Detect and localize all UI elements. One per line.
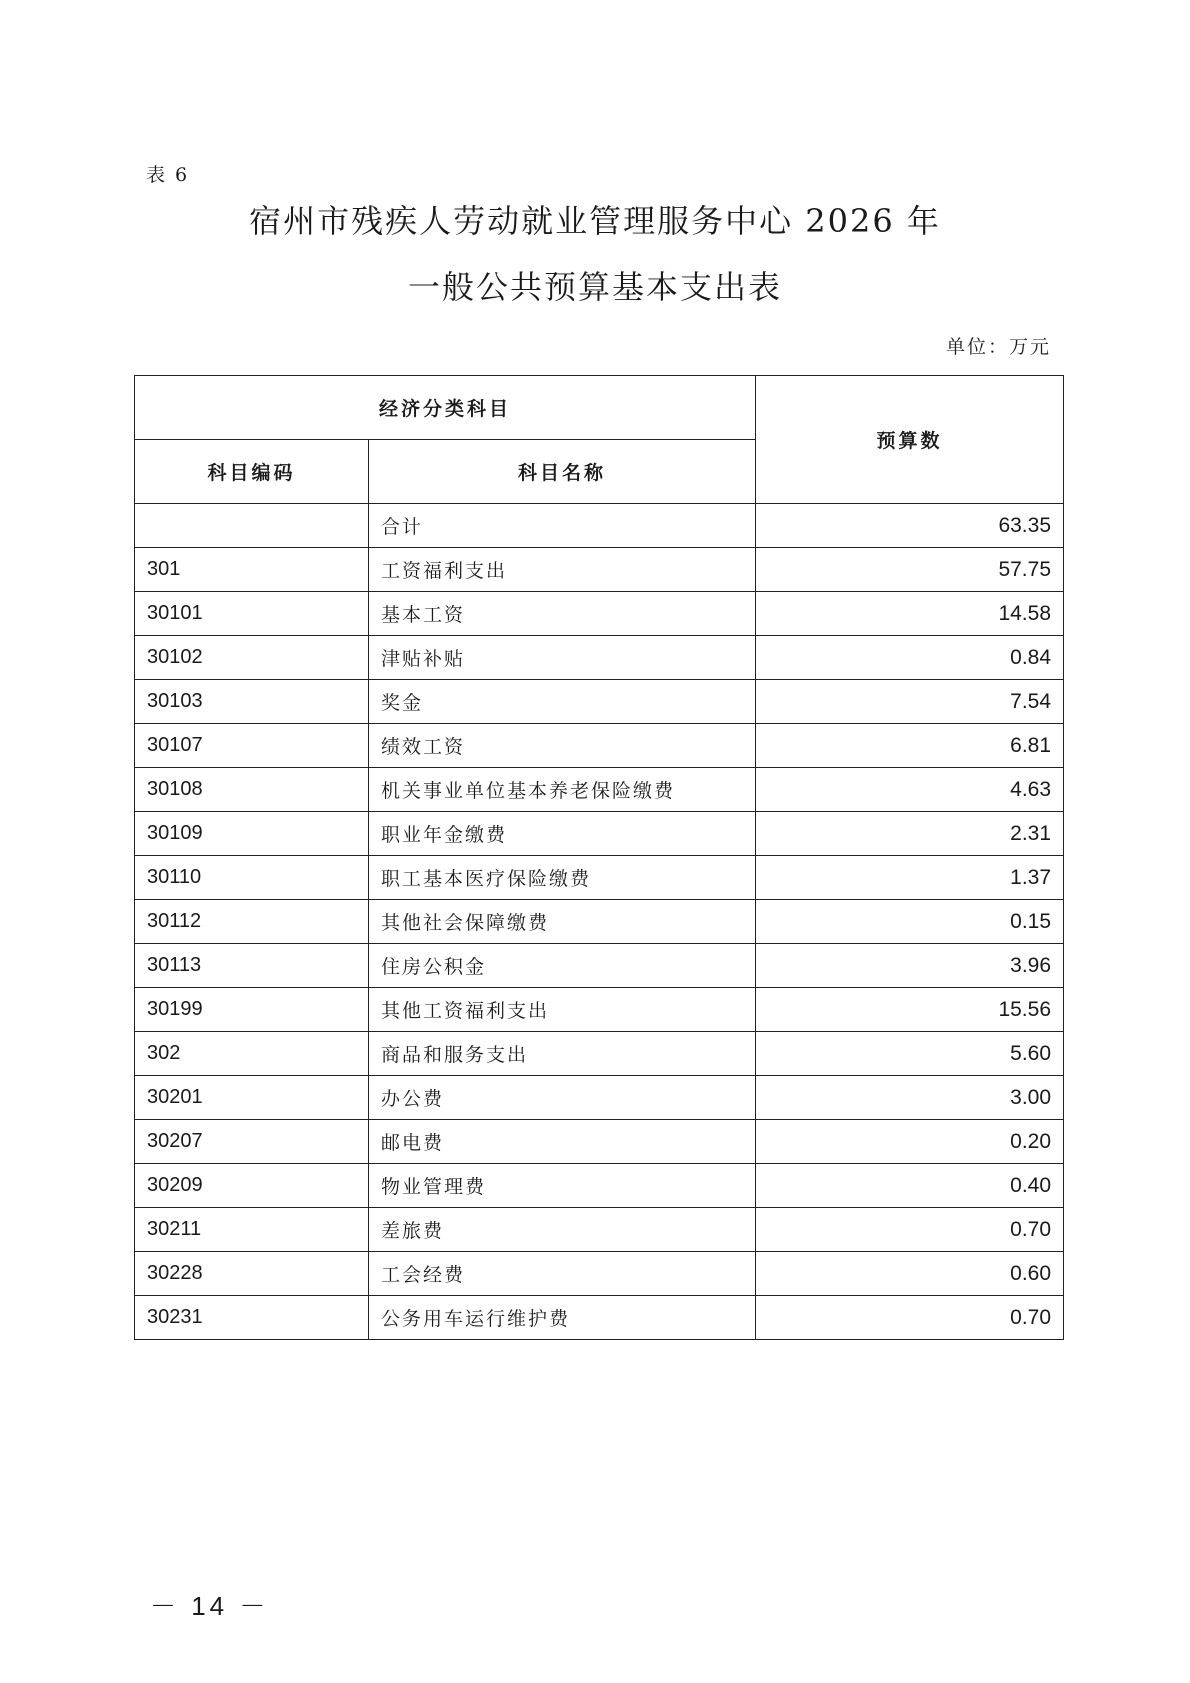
table-row (135, 592, 1064, 636)
table-row (135, 1296, 1064, 1340)
item-code-cell: 30211 (135, 1208, 369, 1252)
budget-amount-cell: 0.70 (756, 1296, 1064, 1340)
table-row (135, 1076, 1064, 1120)
header-economic-category: 经济分类科目 (135, 376, 756, 440)
item-code-cell: 30102 (135, 636, 369, 680)
budget-amount-cell: 3.00 (756, 1076, 1064, 1120)
budget-amount-cell: 1.37 (756, 856, 1064, 900)
budget-amount-cell: 0.15 (756, 900, 1064, 944)
table-body (135, 504, 1064, 1340)
item-code-cell: 30103 (135, 680, 369, 724)
item-name-cell: 工资福利支出 (369, 548, 756, 592)
table-row (135, 768, 1064, 812)
item-code-cell: 30107 (135, 724, 369, 768)
item-code-cell: 301 (135, 548, 369, 592)
budget-amount-cell: 14.58 (756, 592, 1064, 636)
budget-amount-cell: 4.63 (756, 768, 1064, 812)
item-name-cell: 邮电费 (369, 1120, 756, 1164)
item-code-cell: 30231 (135, 1296, 369, 1340)
item-code-cell: 30110 (135, 856, 369, 900)
budget-amount-cell: 15.56 (756, 988, 1064, 1032)
budget-amount-cell: 6.81 (756, 724, 1064, 768)
header-item-name: 科目名称 (369, 440, 756, 504)
table-label: 表 6 (146, 164, 190, 186)
item-name-cell: 公务用车运行维护费 (369, 1296, 756, 1340)
page-number: － 14 － (150, 1591, 270, 1621)
table-row (135, 680, 1064, 724)
header-budget-amount: 预算数 (756, 376, 1064, 504)
item-code-cell: 30108 (135, 768, 369, 812)
item-code-cell: 30207 (135, 1120, 369, 1164)
table-row (135, 1120, 1064, 1164)
table-row (135, 812, 1064, 856)
item-name-cell: 工会经费 (369, 1252, 756, 1296)
item-code-cell: 30209 (135, 1164, 369, 1208)
table-row (135, 1032, 1064, 1076)
unit-label: 单位：万元 (945, 336, 1051, 358)
table-row (135, 988, 1064, 1032)
item-name-cell: 物业管理费 (369, 1164, 756, 1208)
item-name-cell: 基本工资 (369, 592, 756, 636)
budget-amount-cell: 0.84 (756, 636, 1064, 680)
item-code-cell: 30101 (135, 592, 369, 636)
budget-amount-cell: 57.75 (756, 548, 1064, 592)
item-code-cell: 30109 (135, 812, 369, 856)
budget-amount-cell: 0.60 (756, 1252, 1064, 1296)
item-code-cell: 302 (135, 1032, 369, 1076)
budget-amount-cell: 0.70 (756, 1208, 1064, 1252)
item-name-cell: 其他工资福利支出 (369, 988, 756, 1032)
budget-amount-cell: 2.31 (756, 812, 1064, 856)
table-row (135, 900, 1064, 944)
header-item-code: 科目编码 (135, 440, 369, 504)
item-code-cell: 30228 (135, 1252, 369, 1296)
item-code-cell: 30112 (135, 900, 369, 944)
item-name-cell: 办公费 (369, 1076, 756, 1120)
budget-amount-cell: 3.96 (756, 944, 1064, 988)
item-code-cell (135, 504, 369, 548)
budget-amount-cell: 0.20 (756, 1120, 1064, 1164)
item-code-cell: 30199 (135, 988, 369, 1032)
item-name-cell: 商品和服务支出 (369, 1032, 756, 1076)
budget-amount-cell: 63.35 (756, 504, 1064, 548)
item-name-cell: 津贴补贴 (369, 636, 756, 680)
table-row (135, 636, 1064, 680)
item-name-cell: 住房公积金 (369, 944, 756, 988)
table-row (135, 548, 1064, 592)
item-name-cell: 合计 (369, 504, 756, 548)
item-name-cell: 绩效工资 (369, 724, 756, 768)
budget-table (134, 375, 1064, 1340)
budget-amount-cell: 7.54 (756, 680, 1064, 724)
item-name-cell: 差旅费 (369, 1208, 756, 1252)
table-row (135, 724, 1064, 768)
table-row (135, 1208, 1064, 1252)
document-subtitle: 一般公共预算基本支出表 (407, 268, 782, 306)
item-code-cell: 30201 (135, 1076, 369, 1120)
budget-amount-cell: 0.40 (756, 1164, 1064, 1208)
budget-amount-cell: 5.60 (756, 1032, 1064, 1076)
item-name-cell: 其他社会保障缴费 (369, 900, 756, 944)
table-row (135, 856, 1064, 900)
item-name-cell: 奖金 (369, 680, 756, 724)
item-name-cell: 职工基本医疗保险缴费 (369, 856, 756, 900)
item-code-cell: 30113 (135, 944, 369, 988)
item-name-cell: 职业年金缴费 (369, 812, 756, 856)
document-title: 宿州市残疾人劳动就业管理服务中心 2026 年 (249, 202, 941, 240)
table-row (135, 1252, 1064, 1296)
table-row (135, 944, 1064, 988)
table-row (135, 504, 1064, 548)
table-row (135, 1164, 1064, 1208)
item-name-cell: 机关事业单位基本养老保险缴费 (369, 768, 756, 812)
